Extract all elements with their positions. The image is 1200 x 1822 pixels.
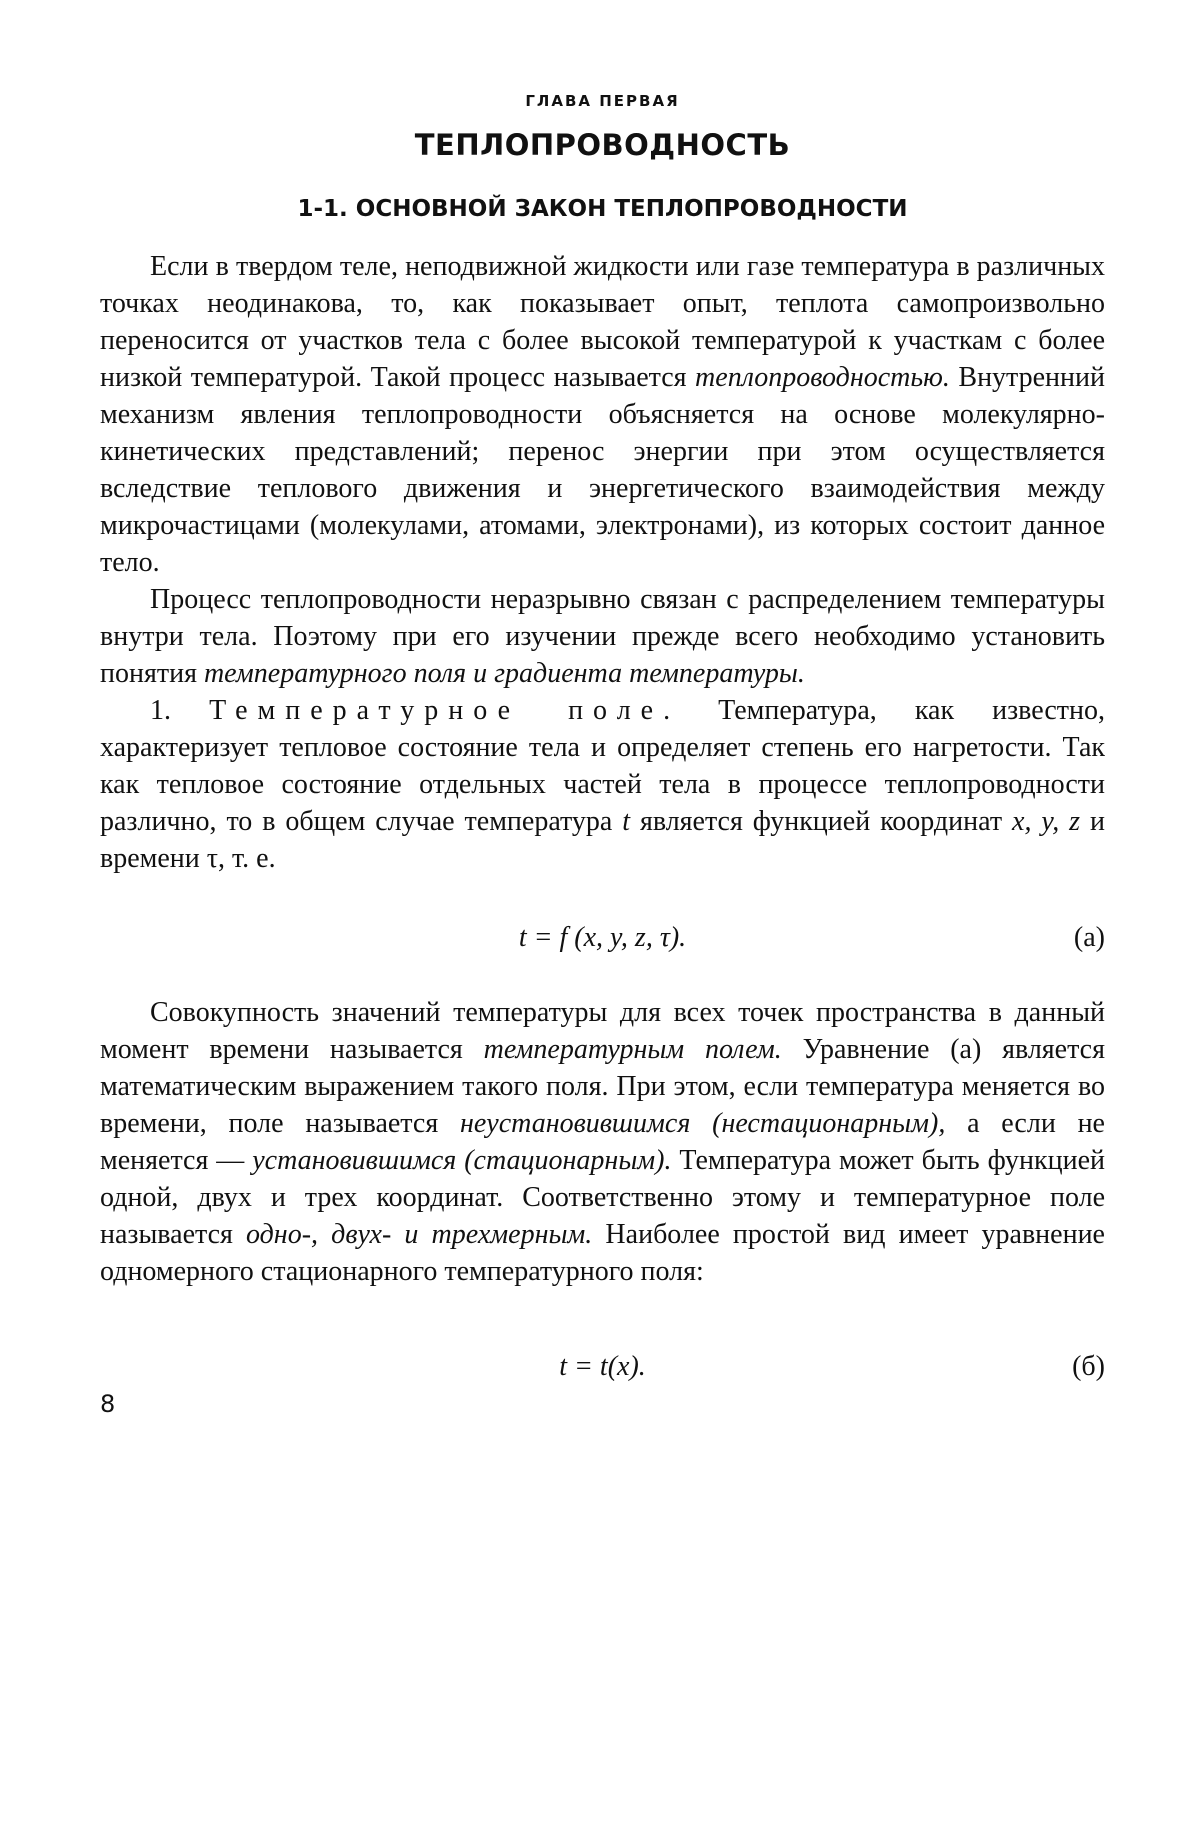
text-run: Совокупность значений температуры для всех точек пространства в данный момент времени называется <box>100 997 1105 1065</box>
paragraph-field-types <box>100 994 1105 1290</box>
text-run: Если в твердом теле, неподвижной жидкости или газе температура в различных точках неодинакова, то, как показывает опыт, теплота самопроизвольно переносится от участков тела с более высокой температурой к участкам с более низкой температурой. Такой процесс называется <box>100 251 1105 393</box>
equation-expression: t = t(x). <box>559 1351 646 1382</box>
equation-a <box>100 918 1105 958</box>
term-temperature-field-gradient: температурного поля и градиента температуры. <box>203 658 805 689</box>
text-run: Температура, как известно, характеризует тепловое состояние тела и определяет степень его нагретости. Так как тепловое состояние отдельных частей тела в процессе теплопроводности различно, то в общем случае температура <box>100 695 1105 837</box>
text-run: Внутренний механизм явления теплопроводности объясняется на основе молекулярно-кинетических представлений; перенос энергии при этом осуществляется вследствие теплового движения и энергетического взаимодействия между микрочастицами (молекулами, атомами, электронами), из которых состоит данное тело. <box>100 362 1105 578</box>
equation-label: (б) <box>1072 1351 1105 1382</box>
term-heat-conduction: теплопроводностью. <box>695 362 950 393</box>
text-run: Процесс теплопроводности неразрывно связан с распределением температуры внутри тела. Поэтому при его изучении прежде всего необходимо установить понятия <box>100 584 1105 689</box>
text-run: Температура может быть функцией одной, двух и трех координат. Соответственно этому и температурное поле называется <box>100 1145 1105 1250</box>
chapter-title: ТЕПЛОПРОВОДНОСТЬ <box>414 128 791 162</box>
item-number: 1. <box>150 695 171 726</box>
text-run: а если не меняется — <box>100 1108 1105 1176</box>
term-temperature-field: температурным полем. <box>483 1034 782 1065</box>
text-block-field-types <box>100 994 1105 1290</box>
section-title: 1-1. ОСНОВНОЙ ЗАКОН ТЕПЛОПРОВОДНОСТИ <box>297 196 908 222</box>
text-block-intro <box>100 248 1105 877</box>
equation-expression: t = f (x, y, z, τ). <box>518 922 687 953</box>
term-steady: установившимся (стационарным). <box>252 1145 672 1176</box>
chapter-label: ГЛАВА ПЕРВАЯ <box>525 92 680 110</box>
term-temperature-field-spaced: Температурное поле. <box>209 695 681 726</box>
paragraph-heat-conduction-definition <box>100 248 1105 581</box>
term-dimensional: одно-, двух- и трехмерным. <box>246 1219 593 1250</box>
text-run: является функцией координат <box>630 806 1013 837</box>
paragraph-temperature-distribution <box>100 581 1105 692</box>
term-unsteady: неустановившимся (нестационарным), <box>459 1108 946 1139</box>
symbol-t: t <box>622 806 631 837</box>
paragraph-temperature-field <box>100 692 1105 877</box>
equation-b <box>100 1347 1105 1387</box>
equation-label: (а) <box>1073 922 1105 953</box>
text-run: Уравнение (а) является математическим выражением такого поля. При этом, если температура меняется во времени, поле называется <box>100 1034 1105 1139</box>
page-number: 8 <box>100 1390 116 1418</box>
text-run: и времени τ, т. е. <box>100 806 1105 874</box>
text-run: Наиболее простой вид имеет уравнение одномерного стационарного температурного поля: <box>100 1219 1105 1287</box>
symbol-coordinates: x, y, z <box>1012 806 1081 837</box>
